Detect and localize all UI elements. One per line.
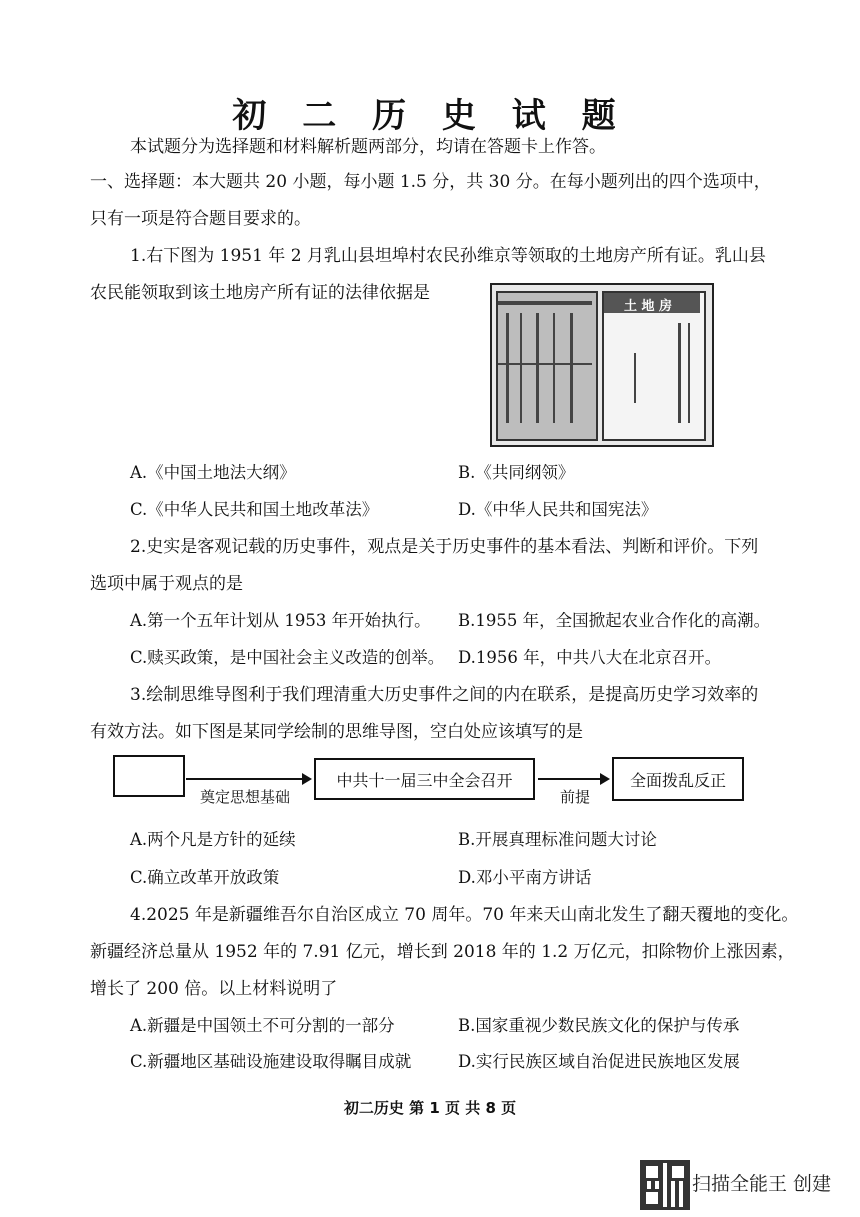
section1-heading-line1: 一、选择题：本大题共 20 小题，每小题 1.5 分，共 30 分。在每小题列出的四个选项中， [90,172,771,192]
q3-option-d: D.邓小平南方讲话 [458,868,592,887]
mindmap-arrow-1 [186,778,310,780]
q3-stem-line1: 3.绘制思维导图利于我们理清重大历史事件之间的内在联系，是提高历史学习效率的 [130,685,759,705]
q4-option-b: B.国家重视少数民族文化的保护与传承 [458,1016,740,1035]
mindmap-label-2: 前提 [560,788,591,806]
section1-heading-line2: 只有一项是符合题目要求的。 [90,209,311,229]
scanner-watermark: 扫描全能王 创建 [692,1173,832,1195]
q1-stem-line2: 农民能领取到该土地房产所有证的法律依据是 [90,283,430,303]
mindmap-right-box: 全面拨乱反正 [612,757,744,801]
q4-option-a: A.新疆是中国领土不可分割的一部分 [130,1016,395,1035]
mindmap-arrow-2 [538,778,608,780]
q1-option-a: A.《中国土地法大纲》 [130,463,296,482]
land-certificate-photo [490,283,714,447]
q3-option-a: A.两个凡是方针的延续 [130,830,296,849]
q3-option-c: C.确立改革开放政策 [130,868,280,887]
q4-stem-line3: 增长了 200 倍。以上材料说明了 [90,979,338,999]
q3-option-b: B.开展真理标准问题大讨论 [458,830,657,849]
certificate-header: 土 地 房 [624,299,673,314]
certificate-left-panel [496,291,598,441]
q4-option-c: C.新疆地区基础设施建设取得瞩目成就 [130,1052,412,1071]
page-footer: 初二历史 第 1 页 共 8 页 [343,1099,517,1117]
q1-option-c: C.《中华人民共和国土地改革法》 [130,500,379,519]
intro-text: 本试题分为选择题和材料解析题两部分，均请在答题卡上作答。 [130,137,606,157]
certificate-right-panel [602,291,706,441]
q1-option-d: D.《中华人民共和国宪法》 [458,500,658,519]
q4-stem-line1: 4.2025 年是新疆维吾尔自治区成立 70 周年。70 年来天山南北发生了翻天覆地的变化。 [130,905,799,925]
q4-stem-line2: 新疆经济总量从 1952 年的 7.91 亿元，增长到 2018 年的 1.2 万亿元，扣除物价上涨因素， [90,942,795,962]
page-title: 初 二 历 史 试 题 [232,96,628,136]
q2-option-a: A.第一个五年计划从 1953 年开始执行。 [130,611,431,630]
q2-stem-line2: 选项中属于观点的是 [90,574,243,594]
q2-stem-line1: 2.史实是客观记载的历史事件，观点是关于历史事件的基本看法、判断和评价。下列 [130,537,759,557]
q1-stem-line1: 1.右下图为 1951 年 2 月乳山县坦埠村农民孙维京等领取的土地房产所有证。乳山县 [130,246,766,266]
q3-stem-line2: 有效方法。如下图是某同学绘制的思维导图，空白处应该填写的是 [90,722,583,742]
mindmap-center-box: 中共十一届三中全会召开 [314,758,535,800]
q2-option-d: D.1956 年，中共八大在北京召开。 [458,648,722,667]
q4-option-d: D.实行民族区域自治促进民族地区发展 [458,1052,740,1071]
q1-option-b: B.《共同纲领》 [458,463,575,482]
q2-option-b: B.1955 年，全国掀起农业合作化的高潮。 [458,611,771,630]
qr-code-icon [640,1160,690,1210]
mindmap-label-1: 奠定思想基础 [200,788,291,806]
q2-option-c: C.赎买政策，是中国社会主义改造的创举。 [130,648,445,667]
mindmap-blank-box [113,755,185,797]
